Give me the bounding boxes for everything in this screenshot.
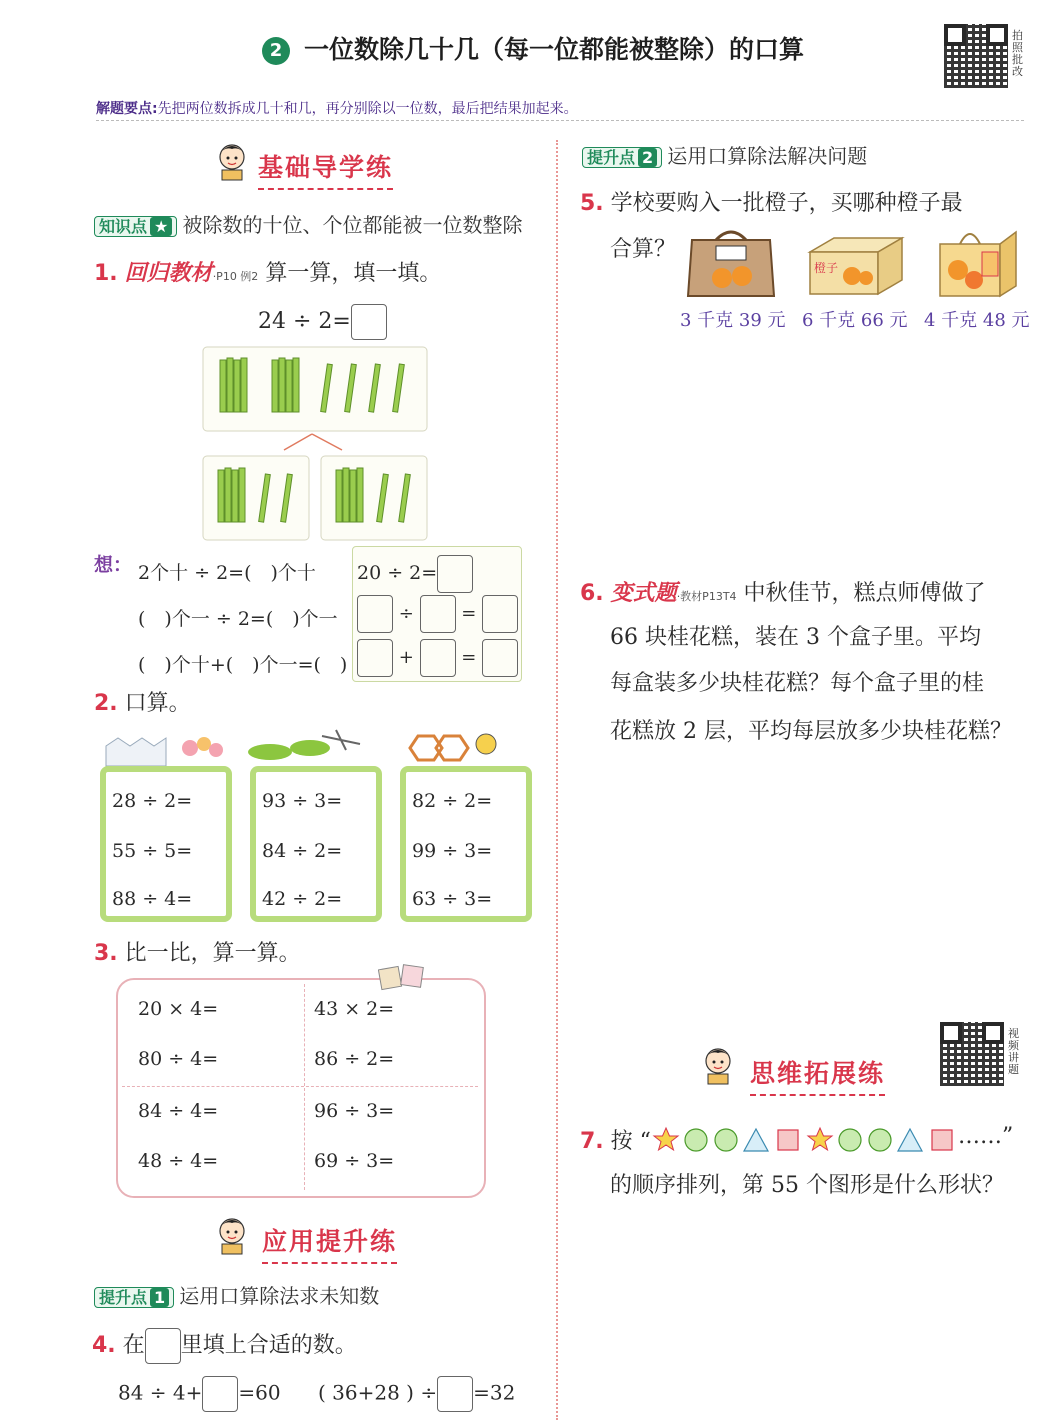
- answer-box[interactable]: [437, 1376, 473, 1412]
- question-6-line-3: 每盒装多少块桂花糕？每个盒子里的桂: [610, 671, 985, 696]
- answer-box[interactable]: [357, 639, 393, 677]
- upgrade-tag-2-label: 提升点 2: [582, 147, 662, 168]
- card-decorations: [100, 722, 540, 770]
- knowledge-tag-text: 被除数的十位、个位都能被一位数整除: [182, 213, 523, 237]
- q4-expression-1: 84 ÷ 4+ =60: [118, 1376, 281, 1412]
- shape-sequence: [652, 1126, 954, 1154]
- triangle-icon: [898, 1129, 922, 1151]
- think-label: 想：: [94, 554, 133, 576]
- star-icon: ★: [150, 217, 172, 236]
- answer-box[interactable]: [357, 595, 393, 633]
- calc-item: 99 ÷ 3=: [412, 840, 493, 862]
- compare-item: 96 ÷ 3=: [314, 1100, 395, 1122]
- orange-box-label: 橙子: [814, 261, 839, 275]
- question-number: 3.: [94, 941, 118, 966]
- student-mascot-icon: [214, 142, 250, 182]
- think-line-1: 2个十 ÷ 2=( )个十: [138, 562, 316, 584]
- operator-equals: =: [461, 603, 477, 624]
- student-mascot-icon: [700, 1046, 736, 1086]
- panel-expression: 20 ÷ 2=: [357, 562, 438, 584]
- compare-item: 84 ÷ 4=: [138, 1100, 219, 1122]
- question-7-post: ……”: [958, 1124, 1014, 1149]
- question-6-line-4: 花糕放 2 层，平均每层放多少块桂花糕？: [610, 719, 1012, 744]
- upgrade-tag-1-label: 提升点 1: [94, 1287, 174, 1308]
- page-title: [262, 30, 804, 66]
- price-2: 6 千克 66 元: [802, 310, 908, 331]
- calc-item: 88 ÷ 4=: [112, 888, 193, 910]
- question-7-line-2: 的顺序排列，第 55 个图形是什么形状？: [610, 1173, 1004, 1198]
- tip-bar: [96, 98, 1024, 121]
- operator-divide: ÷: [398, 603, 414, 624]
- price-1: 3 千克 39 元: [680, 310, 786, 331]
- star-icon: [808, 1128, 832, 1150]
- question-7: [580, 1124, 651, 1155]
- triangle-icon: [744, 1129, 768, 1151]
- calc-item: 42 ÷ 2=: [262, 888, 343, 910]
- upgrade-tag-1-text: 运用口算除法求未知数: [179, 1284, 380, 1308]
- question-number: 5.: [580, 191, 604, 216]
- orange-box-4kg-icon: [936, 220, 1020, 300]
- orange-box-6kg-icon: [806, 232, 906, 298]
- square-icon: [778, 1130, 798, 1150]
- question-4: [92, 1328, 357, 1364]
- section-basic: 基础导学练: [258, 148, 393, 190]
- question-4-post: 里填上合适的数。: [180, 1333, 357, 1358]
- circle-icon: [685, 1129, 707, 1151]
- compare-grid: [116, 978, 486, 1198]
- question-number: 6.: [580, 581, 604, 606]
- question-7-pre: 按 “: [610, 1129, 651, 1154]
- variant-tag: 变式题: [610, 581, 677, 606]
- question-5-line-1: 学校要购入一批橙子，买哪种橙子最: [610, 191, 963, 216]
- q4-expression-2: ( 36+28 ) ÷ =32: [318, 1376, 515, 1412]
- circle-icon: [715, 1129, 737, 1151]
- operator-equals: =: [461, 647, 477, 668]
- question-3-text: 比一比，算一算。: [124, 941, 301, 966]
- calc-item: 28 ÷ 2=: [112, 790, 193, 812]
- knowledge-tag-label: 知识点 ★: [94, 216, 177, 237]
- q1-expression: [258, 304, 387, 340]
- question-6-line-2: 66 块桂花糕，装在 3 个盒子里。平均: [610, 625, 981, 650]
- lesson-title: 一位数除几十几（每一位都能被整除）的口算: [304, 35, 805, 64]
- sample-box: [145, 1328, 181, 1364]
- circle-icon: [839, 1129, 861, 1151]
- think-line-2: ( )个一 ÷ 2=( )个一: [138, 608, 338, 630]
- question-3: [94, 936, 301, 967]
- knowledge-tag: [94, 209, 522, 238]
- question-number: 7.: [580, 1129, 604, 1154]
- question-number: 1.: [94, 261, 118, 286]
- answer-box[interactable]: [202, 1376, 238, 1412]
- qr-code-top[interactable]: [944, 24, 1008, 88]
- upgrade-tag-2: [582, 140, 867, 169]
- answer-box[interactable]: [482, 595, 518, 633]
- upgrade-tag-1: [94, 1280, 379, 1309]
- answer-box[interactable]: [351, 304, 387, 340]
- question-number: 4.: [92, 1333, 116, 1358]
- calc-item: 93 ÷ 3=: [262, 790, 343, 812]
- compare-item: 48 ÷ 4=: [138, 1150, 219, 1172]
- card-stickers-icon: [378, 964, 428, 994]
- stick-bundles-illustration: [202, 346, 428, 542]
- question-1: [94, 256, 441, 287]
- lesson-number: 2: [262, 37, 290, 65]
- calc-card-2: [250, 766, 382, 922]
- star-icon: [654, 1128, 678, 1150]
- qr-bottom-label: 视频讲题: [1008, 1027, 1019, 1076]
- question-6-line-1: 中秋佳节，糕点师傅做了: [743, 581, 986, 606]
- answer-box[interactable]: [420, 595, 456, 633]
- student-mascot-icon: [214, 1216, 250, 1256]
- answer-box[interactable]: [482, 639, 518, 677]
- question-number: 2.: [94, 691, 118, 716]
- qr-code-bottom[interactable]: [940, 1022, 1004, 1086]
- textbook-ref: ·P10 例2: [212, 270, 259, 283]
- q1-expression-text: 24 ÷ 2=: [258, 309, 351, 334]
- compare-item: 86 ÷ 2=: [314, 1048, 395, 1070]
- tip-text: 先把两位数拆成几十和几，再分别除以一位数，最后把结果加起来。: [157, 101, 578, 117]
- answer-box[interactable]: [437, 555, 473, 593]
- question-6: [580, 576, 986, 607]
- question-2: [94, 686, 191, 717]
- calc-item: 63 ÷ 3=: [412, 888, 493, 910]
- answer-box[interactable]: [420, 639, 456, 677]
- question-1-text: 算一算，填一填。: [265, 261, 442, 286]
- variant-ref: ·教材P13T4: [676, 590, 737, 603]
- compare-item: 80 ÷ 4=: [138, 1048, 219, 1070]
- textbook-tag: 回归教材: [124, 261, 213, 286]
- orange-bag-3kg-icon: [686, 226, 776, 300]
- upgrade-tag-2-text: 运用口算除法解决问题: [667, 144, 868, 168]
- tip-label: 解题要点:: [96, 101, 158, 117]
- calc-item: 55 ÷ 5=: [112, 840, 193, 862]
- calc-card-3: [400, 766, 532, 922]
- column-divider: [556, 140, 558, 1420]
- question-4-pre: 在: [122, 1333, 145, 1358]
- compare-item: 69 ÷ 3=: [314, 1150, 395, 1172]
- qr-top-label: 拍照批改: [1012, 29, 1023, 78]
- question-5-line-2: 合算？: [610, 237, 677, 262]
- calc-card-1: [100, 766, 232, 922]
- compare-item: 43 × 2=: [314, 998, 395, 1020]
- circle-icon: [869, 1129, 891, 1151]
- think-line-3: ( )个十+( )个一=( ): [138, 654, 348, 676]
- calc-item: 84 ÷ 2=: [262, 840, 343, 862]
- division-panel: [352, 546, 522, 682]
- section-think: 思维拓展练: [750, 1054, 885, 1096]
- price-3: 4 千克 48 元: [924, 310, 1030, 331]
- question-2-text: 口算。: [124, 691, 191, 716]
- compare-item: 20 × 4=: [138, 998, 219, 1020]
- square-icon: [932, 1130, 952, 1150]
- operator-plus: +: [398, 647, 414, 668]
- section-apply: 应用提升练: [262, 1222, 397, 1264]
- question-5: [580, 186, 963, 217]
- calc-item: 82 ÷ 2=: [412, 790, 493, 812]
